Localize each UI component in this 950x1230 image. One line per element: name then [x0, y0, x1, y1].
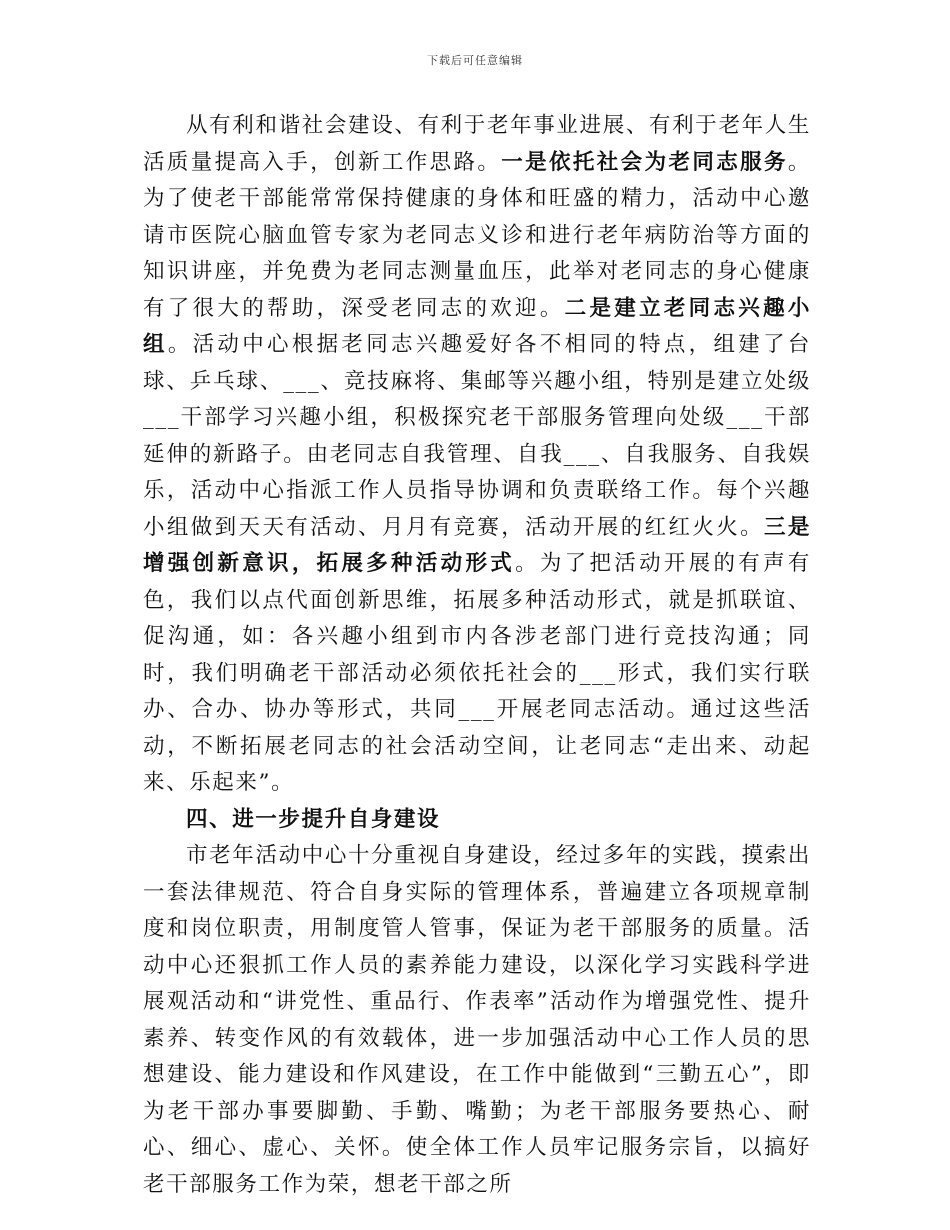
paragraph-1-text-1: 从有利和谐社会建设、有利于老年事业进展、有利于老年人生活质量提高入手，创新工作思路。 [143, 113, 811, 175]
point-2-heading: 二是建立老同志兴趣小组 [143, 295, 811, 357]
document-body [143, 108, 811, 1203]
header-note: 下载后可任意编辑 [427, 54, 523, 67]
paragraph-1-text-3: 。活动中心根据老同志兴趣爱好各不相同的特点，组建了台球、乒乓球、___、竞技麻将、集邮等兴趣小组，特别是建立处级___干部学习兴趣小组，积极探究老干部服务管理向处级___干部延伸的新路子。由老同志自我管理、自我___、自我服务、自我娱乐，活动中心指派工作人员指导协调和负责联络工作。每个兴趣小组做到天天有活动、月月有竞赛，活动开展的红红火火。 [143, 332, 811, 540]
paragraph-1-text-4: 。为了把活动开展的有声有色，我们以点代面创新思维，拓展多种活动形式，就是抓联谊、促沟通，如：各兴趣小组到市内各涉老部门进行竞技沟通；同时，我们明确老干部活动必须依托社会的___形式，我们实行联办、合办、协办等形式，共同___开展老同志活动。通过这些活动，不断拓展老同志的社会活动空间，让老同志“走出来、动起来、乐起来”。 [143, 551, 811, 795]
section-4-heading: 四、进一步提升自身建设 [186, 806, 441, 832]
point-3-heading: 三是增强创新意识，拓展多种活动形式 [143, 514, 812, 576]
section-4-paragraph: 市老年活动中心十分重视自身建设，经过多年的实践，摸索出一套法律规范、符合自身实际的管理体系，普遍建立各项规章制度和岗位职责，用制度管人管事，保证为老干部服务的质量。活动中心还狠抓工作人员的素养能力建设，以深化学习实践科学进展观活动和“讲党性、重品行、作表率”活动作为增强党性、提升素养、转变作风的有效载体，进一步加强活动中心工作人员的思想建设、能力建设和作风建设，在工作中能做到“三勤五心”，即为老干部办事要脚勤、手勤、嘴勤；为老干部服务要热心、耐心、细心、虚心、关怀。使全体工作人员牢记服务宗旨，以搞好老干部服务工作为荣，想老干部之所 [143, 843, 811, 1197]
paragraph-1-text-2: 。为了使老干部能常常保持健康的身体和旺盛的精力，活动中心邀请市医院心脑血管专家为老同志义诊和进行老年病防治等方面的知识讲座，并免费为老同志测量血压，此举对老同志的身心健康有了很大的帮助，深受老同志的欢迎。 [143, 149, 811, 321]
point-1-heading: 一是依托社会为老同志服务 [501, 149, 788, 175]
paragraph-1 [143, 108, 811, 802]
